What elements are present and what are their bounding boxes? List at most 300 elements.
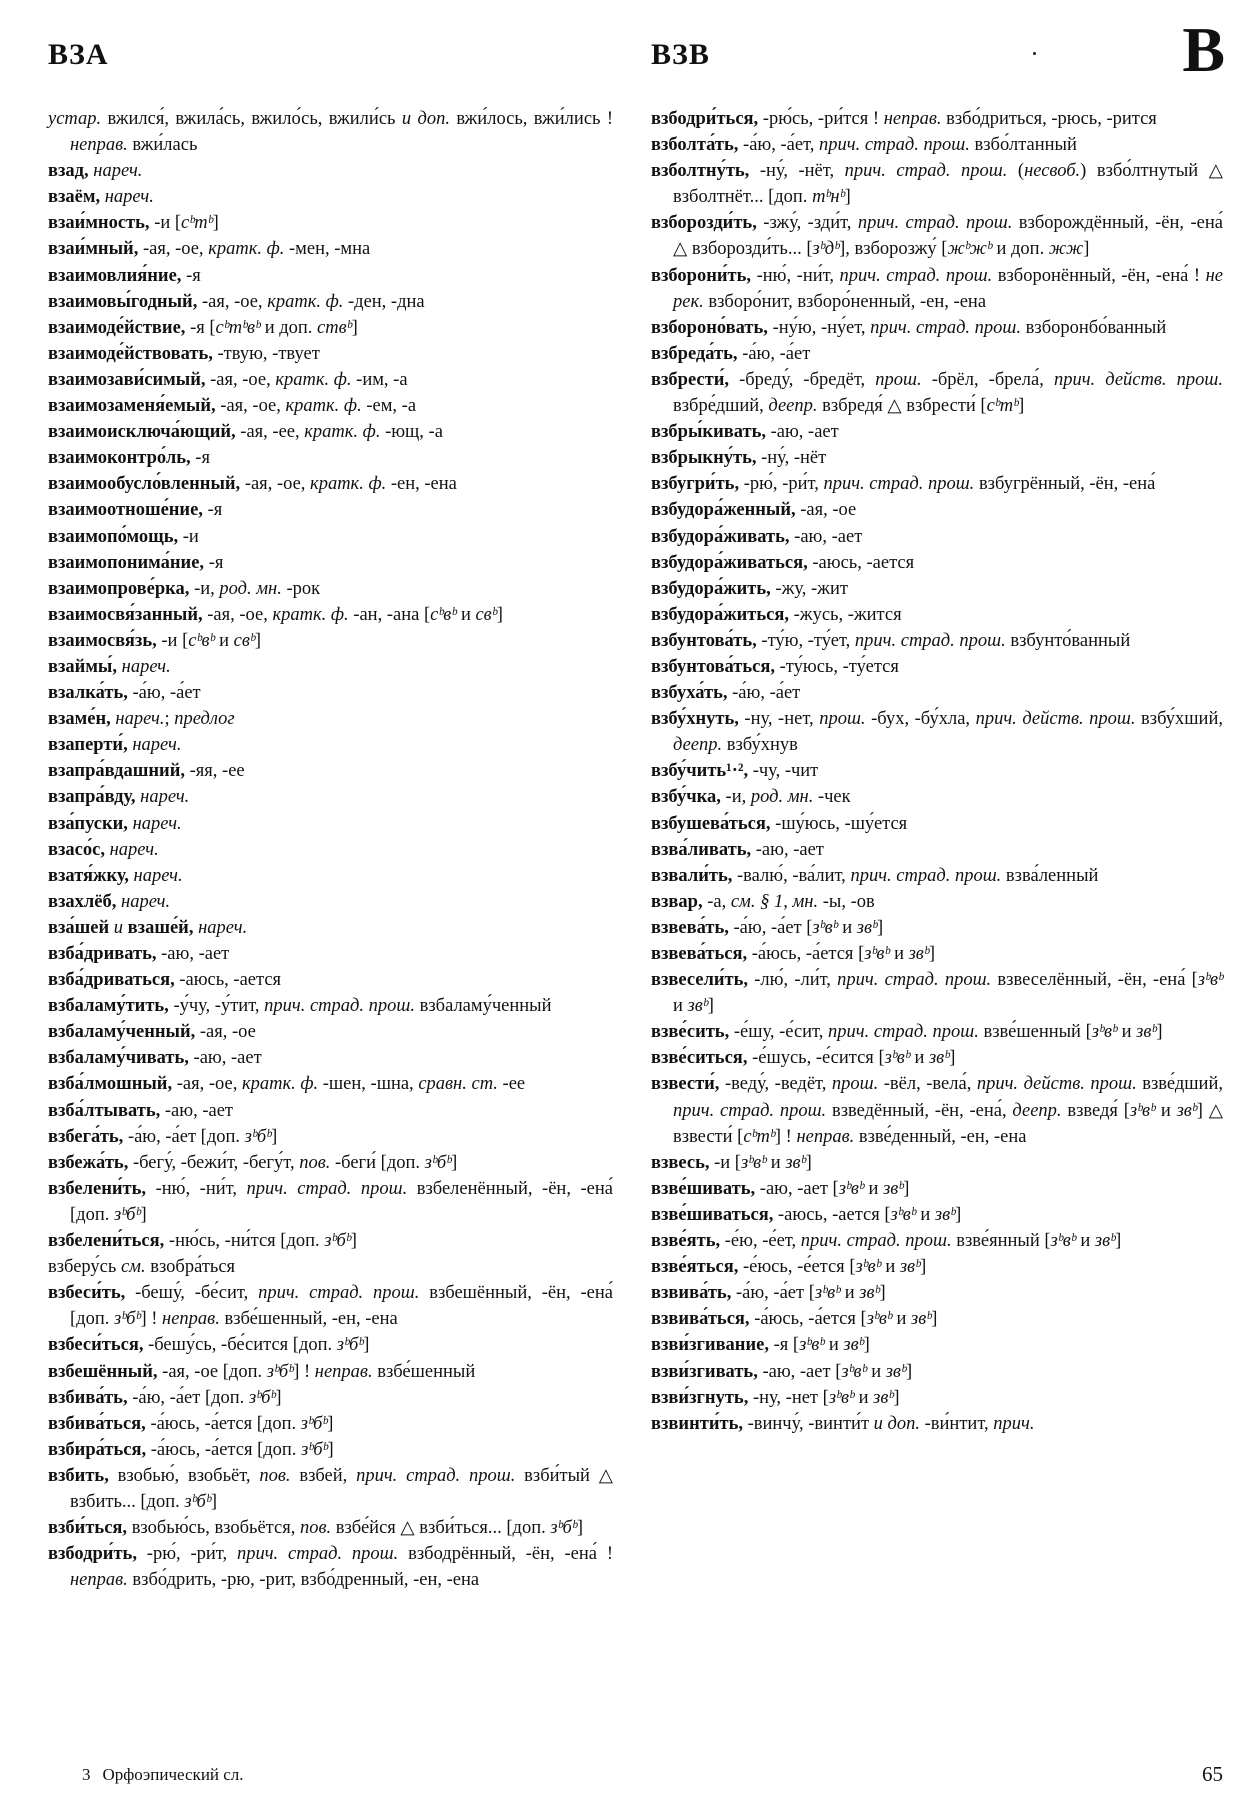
headword: взбеси́ть, bbox=[48, 1283, 126, 1304]
entry-text: -ая, -ее, bbox=[235, 422, 305, 443]
entry-text: -ну, -нет, bbox=[738, 709, 820, 730]
entry-text: -аю, -ает bbox=[160, 1100, 234, 1121]
headword: взбудора́живать, bbox=[651, 526, 790, 547]
entry-text: вжи́лась bbox=[127, 135, 198, 156]
entry-text: взбей, bbox=[290, 1465, 357, 1486]
dictionary-entry bbox=[48, 1150, 613, 1176]
dictionary-entry bbox=[48, 263, 613, 289]
entry-text: -ен, -ена bbox=[386, 474, 457, 495]
headword: взви́згивать, bbox=[651, 1361, 758, 1382]
entry-text: ] bbox=[351, 317, 358, 338]
entry-text: -ню́, -ни́т, bbox=[146, 1178, 247, 1199]
entry-text: -винчу́, -винти́т bbox=[742, 1413, 874, 1434]
dictionary-entry bbox=[651, 628, 1223, 654]
entry-text: ] bbox=[877, 917, 884, 938]
grammar-label: зᵇдᵇ bbox=[812, 239, 840, 260]
headword: взаимовлия́ние, bbox=[48, 265, 182, 286]
grammar-label: нареч. bbox=[121, 656, 171, 677]
entry-text: взборо́нит, взборо́ненный, -ен, -ена bbox=[703, 291, 987, 312]
entry-text: и bbox=[915, 1204, 935, 1225]
dictionary-entry bbox=[48, 524, 613, 550]
dictionary-entry bbox=[48, 1515, 613, 1541]
grammar-label: кратк. ф. bbox=[267, 291, 344, 312]
entry-text: -ню́сь, -ни́тся [доп. bbox=[164, 1231, 325, 1252]
dictionary-entry bbox=[48, 550, 613, 576]
entry-text: -шен, -шна, bbox=[318, 1074, 419, 1095]
dictionary-entry bbox=[651, 863, 1223, 889]
entry-text: и bbox=[1075, 1231, 1095, 1252]
dictionary-entry bbox=[48, 863, 613, 889]
headword: взбушева́ться, bbox=[651, 813, 771, 834]
grammar-label: зᵇвᵇ bbox=[740, 1152, 767, 1173]
headword: взбунтова́ть, bbox=[651, 630, 757, 651]
dictionary-entry bbox=[651, 1202, 1223, 1228]
grammar-label: зᵇвᵇ bbox=[884, 1048, 910, 1069]
entry-text: ] bbox=[879, 1283, 886, 1304]
grammar-label: неправ. bbox=[162, 1309, 220, 1330]
entry-text: -аю, -ает bbox=[765, 422, 839, 443]
headword: взбелени́ть, bbox=[48, 1178, 147, 1199]
headword: взапра́вдашний, bbox=[48, 761, 185, 782]
grammar-label: ствᵇ bbox=[317, 317, 352, 338]
grammar-label: неправ. bbox=[883, 109, 942, 129]
grammar-label: прич. действ. прош. bbox=[1053, 369, 1223, 390]
entry-text: -аю, -ает bbox=[188, 1048, 262, 1069]
grammar-label: пов. bbox=[259, 1465, 291, 1486]
entry-text: -я bbox=[181, 265, 201, 286]
entry-text: -аюсь, -ается [ bbox=[773, 1204, 891, 1225]
entry-text: вжился́, вжила́сь, вжило́сь, вжили́сь bbox=[101, 109, 402, 129]
entry-text: -рю́, -ри́т, bbox=[136, 1544, 237, 1565]
headword: взбодри́ть, bbox=[48, 1544, 137, 1565]
headword: взбу́чка, bbox=[651, 787, 721, 808]
headword: взборони́ть, bbox=[651, 265, 752, 286]
grammar-label: тᵇнᵇ bbox=[812, 187, 845, 208]
headword: взаи́мность, bbox=[48, 213, 150, 234]
entry-text: и bbox=[854, 1387, 874, 1408]
entry-text: и bbox=[863, 1178, 884, 1199]
headword: взбива́ться, bbox=[48, 1413, 146, 1434]
headword: взве́шивать, bbox=[651, 1178, 756, 1199]
grammar-label: звᵇ bbox=[883, 1178, 904, 1199]
headword: взаимосвя́зь, bbox=[48, 630, 157, 651]
headword: взба́дриваться, bbox=[48, 970, 175, 991]
dictionary-entry bbox=[651, 1228, 1223, 1254]
entry-text: взбугрённый, -ён, -ена́ bbox=[974, 474, 1156, 495]
entry-text: -аю, -ает [ bbox=[757, 1361, 842, 1382]
grammar-label: зᵇбᵇ bbox=[550, 1518, 577, 1539]
entry-text: -жу, -жит bbox=[770, 578, 848, 599]
entry-text: -жусь, -жится bbox=[789, 604, 902, 625]
headword: взаимосвя́занный, bbox=[48, 604, 203, 625]
headword: взаимозаменя́емый, bbox=[48, 396, 216, 417]
grammar-label: зᵇвᵇ bbox=[864, 944, 890, 964]
dictionary-entry bbox=[48, 1332, 613, 1358]
grammar-label: зᵇбᵇ bbox=[113, 1204, 141, 1225]
headword: взаи́мный, bbox=[48, 239, 139, 260]
dictionary-entry bbox=[48, 1019, 613, 1045]
entry-text: взби́тый △ взбить... [доп. bbox=[70, 1465, 613, 1512]
entry-text: -ту́ю, -ту́ет, bbox=[756, 630, 855, 651]
entry-text: -а́юсь, -а́ется [ bbox=[749, 1309, 867, 1330]
entry-text: взбо́дрить, -рю, -рит, взбо́дренный, -ен, -ена bbox=[127, 1570, 480, 1591]
entry-text: взва́ленный bbox=[1001, 865, 1099, 886]
dictionary-entry bbox=[48, 445, 613, 471]
grammar-label: и доп. bbox=[401, 109, 450, 129]
headword: взатя́жку, bbox=[48, 865, 129, 886]
entry-text: ] bbox=[920, 1257, 927, 1278]
entry-text: ] bbox=[905, 1361, 913, 1382]
headword: взбу́хнуть, bbox=[651, 709, 739, 730]
headword: взбега́ть, bbox=[48, 1126, 124, 1147]
grammar-label: сᵇвᵇ bbox=[188, 630, 215, 651]
dictionary-entry bbox=[651, 210, 1223, 262]
grammar-label: сᵇвᵇ bbox=[430, 604, 457, 625]
grammar-label: прич. страд. прош. bbox=[246, 1178, 408, 1199]
entry-text: взбе́шенный bbox=[372, 1361, 476, 1382]
dictionary-entry bbox=[651, 1019, 1223, 1045]
entry-text: -е́шусь, -е́сится [ bbox=[747, 1048, 885, 1069]
dictionary-entry bbox=[48, 1280, 613, 1332]
entry-text: и доп. bbox=[260, 317, 318, 338]
grammar-label: зᵇбᵇ bbox=[424, 1152, 452, 1173]
grammar-label: прич. страд. прош. bbox=[800, 1231, 952, 1252]
grammar-label: пов. bbox=[299, 1518, 332, 1539]
grammar-label: кратк. ф. bbox=[304, 422, 381, 443]
grammar-label: неправ. bbox=[796, 1126, 855, 1147]
entry-text: -шу́юсь, -шу́ется bbox=[770, 813, 908, 834]
grammar-label: прич. страд. прош. bbox=[870, 317, 1022, 338]
grammar-label: прич. страд. прош. bbox=[850, 865, 1002, 886]
headword: взбу́чить¹·², bbox=[651, 761, 749, 782]
dictionary-entry bbox=[651, 811, 1223, 837]
dictionary-entry bbox=[651, 106, 1223, 132]
dictionary-entry bbox=[651, 1280, 1223, 1306]
headword: взболтну́ть, bbox=[651, 161, 750, 182]
headword: взаимопонима́ние, bbox=[48, 552, 205, 573]
grammar-label: звᵇ bbox=[873, 1387, 894, 1408]
entry-text: ] bbox=[707, 996, 714, 1017]
entry-text: взбредя́ △ взбрести́ [ bbox=[817, 396, 987, 417]
grammar-label: звᵇ bbox=[899, 1257, 921, 1278]
dictionary-entry bbox=[48, 732, 613, 758]
entry-text: -а́ю, -а́ет, bbox=[738, 135, 820, 156]
grammar-label: звᵇ bbox=[859, 1283, 880, 1304]
dictionary-entry bbox=[651, 837, 1223, 863]
entry-text: -я [ bbox=[185, 317, 216, 338]
entry-text: -твую, -твует bbox=[212, 343, 320, 364]
entry-text: ] bbox=[1083, 239, 1090, 260]
headword: взаимообусло́вленный, bbox=[48, 474, 241, 495]
entry-text: ] bbox=[496, 604, 503, 625]
entry-text: -ющ, -а bbox=[380, 422, 443, 443]
entry-text: и bbox=[889, 944, 909, 964]
dictionary-entry bbox=[48, 758, 613, 784]
headword: взвинти́ть, bbox=[651, 1413, 743, 1434]
dictionary-entry bbox=[48, 706, 613, 732]
grammar-label: звᵇ bbox=[843, 1335, 864, 1356]
entry-text: взвеселённый, -ён, -ена́ [ bbox=[991, 970, 1198, 991]
dictionary-entry bbox=[48, 1437, 613, 1463]
entry-text: ] bbox=[1018, 396, 1025, 417]
grammar-label: нареч. bbox=[93, 161, 143, 182]
grammar-label: прич. страд. прош. bbox=[839, 265, 993, 286]
entry-text: и bbox=[673, 996, 688, 1017]
headword: взбаламу́чивать, bbox=[48, 1048, 189, 1069]
headword: взбрести́, bbox=[651, 369, 729, 390]
grammar-label: не рек. bbox=[673, 265, 1223, 312]
headword: взбугри́ть, bbox=[651, 474, 740, 495]
grammar-label: прош. bbox=[831, 1074, 879, 1095]
dictionary-entry bbox=[48, 471, 613, 497]
dictionary-entry bbox=[48, 628, 613, 654]
entry-text: -аю, -ает bbox=[156, 944, 230, 964]
dictionary-entry bbox=[48, 1463, 613, 1515]
entry-text: -а́юсь, -а́ется [доп. bbox=[145, 1413, 301, 1434]
grammar-label: зᵇвᵇ bbox=[1197, 970, 1223, 991]
headword: взвали́ть, bbox=[651, 865, 733, 886]
dictionary-entry bbox=[651, 497, 1223, 523]
entry-text: -ая, -ое, bbox=[172, 1074, 242, 1095]
grammar-label: зᵇбᵇ bbox=[324, 1231, 351, 1252]
grammar-label: см. bbox=[120, 1257, 146, 1278]
headword: взасо́с, bbox=[48, 839, 105, 860]
entry-text: -ая, -ое, bbox=[215, 396, 286, 417]
headword: взаимопрове́рка, bbox=[48, 578, 190, 599]
entry-text: -я bbox=[202, 500, 223, 521]
grammar-label: зᵇвᵇ bbox=[866, 1309, 892, 1330]
dictionary-entry bbox=[651, 602, 1223, 628]
entry-text: вжи́лось, вжи́лись ! bbox=[449, 109, 613, 129]
dictionary-entry bbox=[651, 784, 1223, 810]
headword: взборозди́ть, bbox=[651, 213, 757, 234]
entry-text: -е́ю, -е́ет, bbox=[720, 1231, 801, 1252]
grammar-label: неправ. bbox=[70, 135, 128, 156]
dictionary-entry bbox=[651, 471, 1223, 497]
headword: взбуха́ть, bbox=[651, 683, 728, 704]
dictionary-entry bbox=[651, 1306, 1223, 1332]
headword: взаимопо́мощь, bbox=[48, 526, 179, 547]
entry-text: взбаламу́ченный bbox=[415, 996, 552, 1017]
entry-text: ] bbox=[1156, 1022, 1163, 1043]
entry-text: -бреду́, -бредёт, bbox=[728, 369, 876, 390]
headword: взбороно́вать, bbox=[651, 317, 768, 338]
headword: взаимозави́симый, bbox=[48, 369, 206, 390]
grammar-label: зᵇбᵇ bbox=[248, 1387, 276, 1408]
grammar-label: нареч. bbox=[109, 839, 159, 860]
headword: взбить, bbox=[48, 1465, 109, 1486]
entry-text: -и [ bbox=[156, 630, 189, 651]
entry-text: -ая, -ое, bbox=[197, 291, 268, 312]
grammar-label: кратк. ф. bbox=[272, 604, 349, 625]
entry-text: -ая, -ое, bbox=[240, 474, 311, 495]
entry-text: взбе́йся △ взби́ться... [доп. bbox=[331, 1518, 551, 1539]
signature-number: 3 bbox=[82, 1765, 91, 1784]
dictionary-entry bbox=[48, 654, 613, 680]
grammar-label: неправ. bbox=[70, 1570, 128, 1591]
entry-text: ] bbox=[949, 1048, 956, 1069]
entry-text: -бегу́, -бежи́т, -бегу́т, bbox=[128, 1152, 300, 1173]
entry-text: взбо́лтанный bbox=[969, 135, 1077, 156]
grammar-label: прош. bbox=[819, 709, 866, 730]
dictionary-entry bbox=[48, 1254, 613, 1280]
entry-text: -яя, -ее bbox=[185, 761, 245, 782]
entry-text: ; bbox=[164, 709, 175, 730]
entry-text: -брёл, -брела́, bbox=[921, 369, 1054, 390]
dictionary-entry bbox=[48, 210, 613, 236]
headword: взва́ливать, bbox=[651, 839, 752, 860]
headword: взбаламу́тить, bbox=[48, 996, 169, 1017]
entry-text: взве́денный, -ен, -ена bbox=[854, 1126, 1027, 1147]
dictionary-entry bbox=[48, 1176, 613, 1228]
entry-text: ] bbox=[928, 944, 935, 964]
entry-text: ] bbox=[931, 1309, 938, 1330]
entry-text: -а, bbox=[702, 891, 731, 912]
dictionary-entry bbox=[651, 1176, 1223, 1202]
grammar-label: прич. страд. прош. bbox=[844, 161, 1008, 182]
entry-text: -ая, -ое bbox=[795, 500, 857, 521]
entry-text: -вёл, -вела́, bbox=[878, 1074, 977, 1095]
print-speck bbox=[1033, 52, 1036, 55]
headword: взбаламу́ченный, bbox=[48, 1022, 196, 1043]
grammar-label: прич. страд. прош. bbox=[236, 1544, 399, 1565]
dictionary-entry bbox=[48, 1098, 613, 1124]
entry-text: ] bbox=[1115, 1231, 1122, 1252]
left-column bbox=[48, 106, 613, 1593]
entry-text: ] ! bbox=[140, 1309, 163, 1330]
entry-text: ( bbox=[1007, 161, 1025, 182]
headword: взве́ять, bbox=[651, 1231, 721, 1252]
entry-text: и bbox=[1116, 1022, 1137, 1043]
grammar-label: прич. страд. прош. bbox=[828, 1022, 979, 1043]
dictionary-entry bbox=[651, 1332, 1223, 1358]
left-guide-word: ВЗА bbox=[48, 38, 109, 71]
entry-text: -и, bbox=[720, 787, 751, 808]
headword: взад, bbox=[48, 161, 89, 182]
headword: взве́шиваться, bbox=[651, 1204, 774, 1225]
entry-text: ] bbox=[271, 1126, 278, 1147]
entry-text: взбе́шенный, -ен, -ена bbox=[219, 1309, 398, 1330]
entry-text: -чек bbox=[813, 787, 851, 808]
entry-text: взведя́ [ bbox=[1061, 1100, 1130, 1121]
headword: взаимоде́йствие, bbox=[48, 317, 186, 338]
headword: взбива́ть, bbox=[48, 1387, 128, 1408]
dictionary-entry bbox=[48, 184, 613, 210]
dictionary-entry bbox=[651, 1071, 1223, 1149]
grammar-label: зᵇвᵇ bbox=[841, 1361, 867, 1382]
dictionary-entry bbox=[48, 602, 613, 628]
entry-text: -ая, -ое, bbox=[205, 369, 276, 390]
grammar-label: зᵇбᵇ bbox=[113, 1309, 141, 1330]
dictionary-entry bbox=[651, 1150, 1223, 1176]
entry-text: и bbox=[456, 604, 476, 625]
grammar-label: прич. действ. прош. bbox=[975, 709, 1136, 730]
grammar-label: сᵇтᵇвᵇ bbox=[215, 317, 261, 338]
dictionary-entry bbox=[48, 1541, 613, 1593]
dictionary-entry bbox=[48, 967, 613, 993]
entry-text: -я [ bbox=[768, 1335, 800, 1356]
headword: взвева́ться, bbox=[651, 944, 748, 964]
headword: взалка́ть, bbox=[48, 683, 128, 704]
entry-text: ] bbox=[327, 1439, 334, 1460]
grammar-label: прич. страд. прош. bbox=[857, 213, 1013, 234]
grammar-label: зᵇбᵇ bbox=[301, 1439, 328, 1460]
grammar-label: жж bbox=[1048, 239, 1084, 260]
grammar-label: звᵇ bbox=[687, 996, 708, 1017]
grammar-label: свᵇ bbox=[475, 604, 497, 625]
grammar-label: кратк. ф. bbox=[310, 474, 387, 495]
grammar-label: деепр. bbox=[1012, 1100, 1062, 1121]
entry-text: ] bbox=[893, 1387, 900, 1408]
headword: взби́ться, bbox=[48, 1518, 128, 1539]
grammar-label: прич. страд. прош. bbox=[854, 630, 1006, 651]
dictionary-entry bbox=[48, 889, 613, 915]
dictionary-entry bbox=[48, 915, 613, 941]
dictionary-entry bbox=[651, 889, 1223, 915]
entry-text: -ая, -ое bbox=[195, 1022, 256, 1043]
headword: взбудора́живаться, bbox=[651, 552, 808, 573]
entry-text: взбешённый, -ён, -ена́ [доп. bbox=[70, 1283, 613, 1330]
grammar-label: звᵇ bbox=[1136, 1022, 1157, 1043]
entry-text: взборонённый, -ён, -ена́ ! bbox=[992, 265, 1206, 286]
headword: взвар, bbox=[651, 891, 703, 912]
headword: взбреда́ть, bbox=[651, 343, 738, 364]
entry-text: -ну́, -нёт bbox=[756, 448, 827, 469]
entry-text: -лю́, -ли́т, bbox=[748, 970, 838, 991]
grammar-label: сравн. ст. bbox=[418, 1074, 498, 1095]
headword: взаимоисключа́ющий, bbox=[48, 422, 236, 443]
dictionary-entry bbox=[48, 1385, 613, 1411]
headword: взаимоде́йствовать, bbox=[48, 343, 213, 364]
entry-text: -чу, -чит bbox=[748, 761, 819, 782]
entry-text: взве́шенный [ bbox=[978, 1022, 1092, 1043]
entry-text: -и [ bbox=[149, 213, 182, 234]
entry-text: взборонбо́ванный bbox=[1021, 317, 1167, 338]
entry-text: ], взборозжу́ [ bbox=[839, 239, 948, 260]
headword: взаём, bbox=[48, 187, 101, 208]
headword: взаимоотноше́ние, bbox=[48, 500, 203, 521]
entry-text: ] bbox=[327, 1413, 334, 1434]
grammar-label: деепр. bbox=[768, 396, 818, 417]
grammar-label: нареч. bbox=[198, 917, 248, 938]
entry-text: -ы, -ов bbox=[818, 891, 875, 912]
grammar-label: нареч. bbox=[140, 787, 190, 808]
entry-text: -а́ю, -а́ет bbox=[127, 683, 201, 704]
right-guide-word: ВЗВ bbox=[651, 38, 710, 71]
dictionary-entry bbox=[48, 1071, 613, 1097]
entry-text: -бух, -бу́хла, bbox=[865, 709, 976, 730]
entry-text: -бешу́сь, -бе́сится [доп. bbox=[143, 1335, 337, 1356]
headword: взбеси́ться, bbox=[48, 1335, 144, 1356]
entry-text: и bbox=[824, 1335, 844, 1356]
dictionary-entry bbox=[651, 367, 1223, 419]
entry-text: взобью́сь, взобьётся, bbox=[127, 1518, 300, 1539]
entry-text: -аю, -ает [ bbox=[755, 1178, 839, 1199]
headword: взбелени́ться, bbox=[48, 1231, 165, 1252]
entry-text: -ну́, -нёт, bbox=[749, 161, 845, 182]
dictionary-entry bbox=[48, 576, 613, 602]
grammar-label: зᵇвᵇ bbox=[814, 1283, 841, 1304]
dictionary-entry bbox=[48, 315, 613, 341]
grammar-label: зᵇбᵇ bbox=[300, 1413, 328, 1434]
entry-text: -ню́, -ни́т, bbox=[751, 265, 840, 286]
dictionary-entry bbox=[48, 367, 613, 393]
entry-text: -ден, -дна bbox=[343, 291, 425, 312]
grammar-label: зᵇвᵇ bbox=[828, 1387, 855, 1408]
entry-text: -ая, -ое, bbox=[138, 239, 209, 260]
dictionary-entry bbox=[651, 1045, 1223, 1071]
section-letter: В bbox=[1182, 14, 1225, 85]
